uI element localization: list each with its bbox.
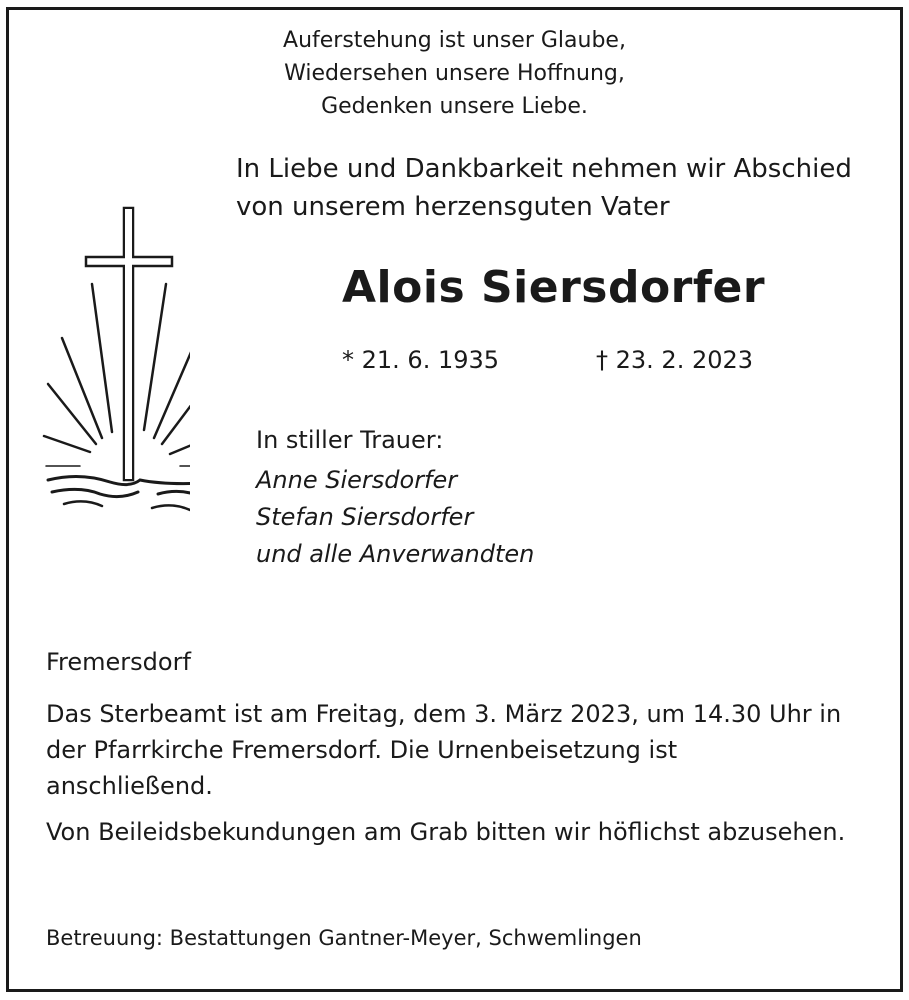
mourner-name: und alle Anverwandten: [256, 540, 535, 568]
mourning-heading: In stiller Trauer:: [256, 426, 444, 454]
cross-with-rays-icon: [40, 200, 190, 520]
mourner-name: Anne Siersdorfer: [256, 466, 458, 494]
mourner-list: [256, 462, 534, 573]
place: Fremersdorf: [46, 648, 191, 676]
intro-text: [236, 150, 852, 226]
mourner-name: Stefan Siersdorfer: [256, 503, 474, 531]
intro-line: In Liebe und Dankbarkeit nehmen wir Abschied: [236, 154, 852, 184]
verse-line: Auferstehung ist unser Glaube,: [283, 28, 626, 53]
deceased-name: Alois Siersdorfer: [342, 262, 766, 313]
death-date: † 23. 2. 2023: [596, 346, 754, 374]
condolence-request: Von Beileidsbekundungen am Grab bitten wir höflichst abzusehen.: [46, 818, 846, 846]
funeral-details: Das Sterbeamt ist am Freitag, dem 3. März 2023, um 14.30 Uhr in der Pfarrkirche Fremersdorf. Die Urnenbeisetzung ist anschließend.: [46, 700, 842, 800]
funeral-home-credit: Betreuung: Bestattungen Gantner-Meyer, Schwemlingen: [46, 926, 642, 950]
intro-line: von unserem herzensguten Vater: [236, 192, 670, 222]
verse: [0, 24, 909, 123]
birth-date: * 21. 6. 1935: [342, 346, 500, 374]
verse-line: Gedenken unsere Liebe.: [321, 94, 588, 119]
verse-line: Wiedersehen unsere Hoffnung,: [284, 61, 625, 86]
